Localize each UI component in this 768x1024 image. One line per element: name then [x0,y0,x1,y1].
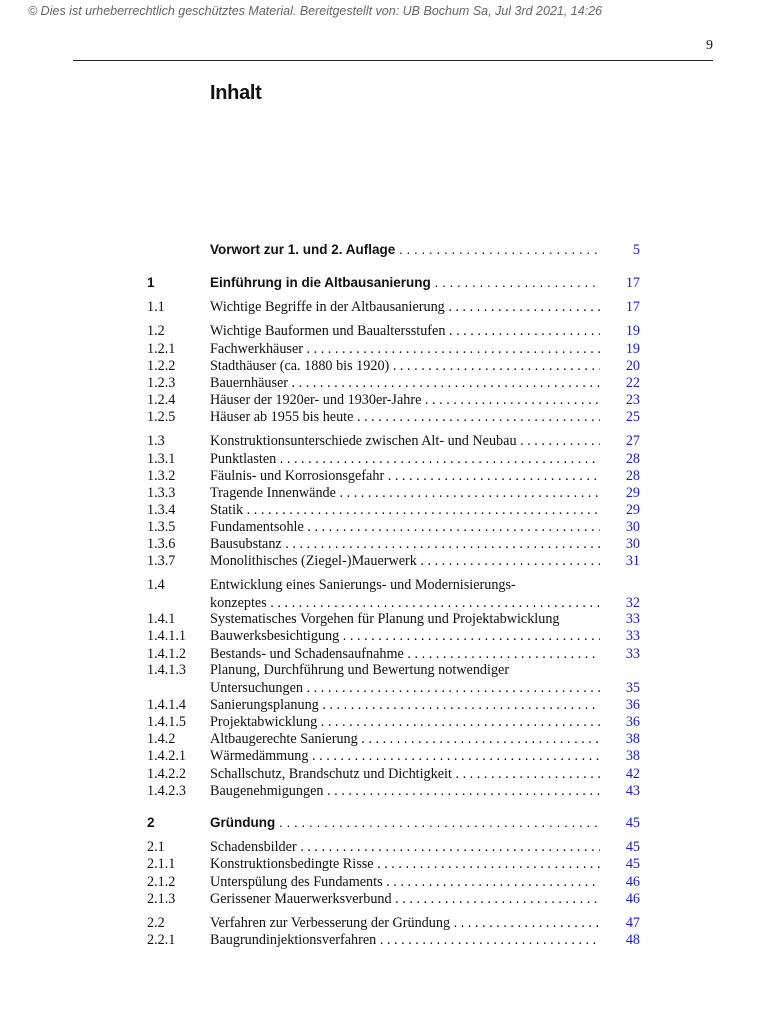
toc-entry-title: Häuser der 1920er- und 1930er-Jahre . . . [210,391,600,409]
toc-entry [0,450,768,468]
toc-entry-title: konzeptes . . . [210,594,600,612]
toc-entry-title: Schadensbilder . . . [210,838,600,856]
toc-entry-title: Projektabwicklung . . . [210,713,600,731]
toc-entry-page[interactable]: 45 [625,839,640,855]
toc-entry-number: 2.1.2 [147,874,176,890]
toc-entry-page[interactable]: 38 [625,731,640,747]
toc-entry-number: 1 [147,275,155,290]
toc-entry-title: Konstruktionsunterschiede zwischen Alt- und Neubau . . . [210,432,600,450]
toc-entry-page[interactable]: 33 [625,628,640,644]
toc-entry-number: 1.4.2.3 [147,783,187,799]
toc-entry-page[interactable]: 46 [625,874,640,890]
toc-chapter-entry [0,274,768,292]
toc-entry-title: Entwicklung eines Sanierungs- und Modernisierungs- [210,577,516,593]
toc-entry [0,661,768,679]
toc-entry-title: Bestands- und Schadensaufnahme . . . [210,645,600,663]
page-title: Inhalt [210,82,262,104]
toc-entry-number: 1.3.3 [147,485,176,501]
toc-entry [0,374,768,392]
toc-entry-number: 1.1 [147,299,165,315]
toc-entry-title: Wichtige Bauformen und Baualtersstufen . . . [210,322,600,340]
toc-entry-number: 2.2 [147,915,165,931]
toc-entry [0,713,768,731]
toc-entry-title: Sanierungsplanung . . . [210,696,600,714]
toc-entry-number: 1.4.1.3 [147,662,187,678]
toc-entry-page[interactable]: 36 [625,714,640,730]
toc-entry [0,855,768,873]
toc-entry-page[interactable]: 28 [625,468,640,484]
toc-entry-number: 1.2.1 [147,341,176,357]
toc-entry-title: Fachwerkhäuser . . . [210,340,600,358]
toc-entry [0,610,768,628]
copyright-watermark: © Dies ist urheberrechtlich geschütztes Material. Bereitgestellt von: UB Bochum Sa, Jul 3rd 2021, 14:26 [28,4,603,18]
toc-entry-number: 1.2 [147,323,165,339]
toc-entry [0,576,768,594]
toc-entry [0,408,768,426]
toc-entry [0,322,768,340]
toc-entry-page[interactable]: 35 [625,680,640,696]
toc-entry-page[interactable]: 22 [625,375,640,391]
toc-entry [0,931,768,949]
toc-entry-number: 1.4.1.4 [147,697,187,713]
toc-entry [0,873,768,891]
toc-entry [0,782,768,800]
toc-entry [0,340,768,358]
toc-entry-title: Systematisches Vorgehen für Planung und Projektabwicklung [210,611,560,627]
toc-entry-title: Monolithisches (Ziegel-)Mauerwerk . . . [210,552,600,570]
page-number: 9 [706,38,713,53]
toc-entry [0,391,768,409]
toc-entry [0,357,768,375]
toc-entry-number: 1.4.1.1 [147,628,187,644]
toc-entry-page[interactable]: 27 [625,433,640,449]
toc-entry [0,298,768,316]
toc-entry-title: Konstruktionsbedingte Risse . . . [210,855,600,873]
toc-entry-page[interactable]: 20 [625,358,640,374]
toc-entry-number: 1.4.1.5 [147,714,187,730]
toc-entry-number: 1.4.1 [147,611,176,627]
toc-entry [0,730,768,748]
toc-entry-title: Unterspülung des Fundaments . . . [210,873,600,891]
toc-entry-title: Untersuchungen . . . [210,679,600,697]
toc-entry-number: 2.1.1 [147,856,176,872]
toc-entry [0,679,768,697]
toc-entry-number: 2 [147,815,155,830]
toc-entry-number: 1.4 [147,577,165,593]
toc-entry-title: Gerissener Mauerwerksverbund . . . [210,890,600,908]
toc-entry-title: Fäulnis- und Korrosionsgefahr . . . [210,467,600,485]
toc-entry-title: Wärmedämmung . . . [210,747,600,765]
toc-entry [0,432,768,450]
toc-entry-page[interactable]: 17 [625,275,640,291]
toc-entry-title: Häuser ab 1955 bis heute . . . [210,408,600,426]
toc-entry-title: Baugrundinjektionsverfahren . . . [210,931,600,949]
toc-entry [0,696,768,714]
toc-entry-number: 1.2.3 [147,375,176,391]
toc-entry-title: Stadthäuser (ca. 1880 bis 1920) . . . [210,357,600,375]
toc-entry [0,501,768,519]
toc-entry-number: 1.4.2.1 [147,748,187,764]
toc-entry-title: Bauernhäuser . . . [210,374,600,392]
toc-entry-page[interactable]: 19 [625,323,640,339]
toc-entry-number: 1.3.5 [147,519,176,535]
toc-entry-number: 2.2.1 [147,932,176,948]
toc-entry [0,838,768,856]
toc-entry-number: 1.4.1.2 [147,646,187,662]
toc-entry-number: 2.1 [147,839,165,855]
toc-entry-page[interactable]: 33 [625,646,640,662]
toc-entry-page[interactable]: 33 [625,611,640,627]
toc-entry-page[interactable]: 25 [625,409,640,425]
toc-entry-title: Schallschutz, Brandschutz und Dichtigkeit . . . [210,765,600,783]
toc-entry-title: Verfahren zur Verbesserung der Gründung . . . [210,914,600,932]
toc-entry-page[interactable]: 30 [625,519,640,535]
toc-entry [0,467,768,485]
toc-chapter-entry [0,814,768,832]
toc-entry-title: Einführung in die Altbausanierung . . . [210,274,600,292]
toc-entry-title: Gründung . . . [210,814,600,832]
toc-entry-page[interactable]: 28 [625,451,640,467]
toc-entry-title: Tragende Innenwände . . . [210,484,600,502]
toc-entry-page[interactable]: 42 [625,766,640,782]
toc-entry-number: 1.2.4 [147,392,176,408]
toc-entry-title: Statik . . . [210,501,600,519]
toc-entry [0,765,768,783]
toc-entry [0,914,768,932]
toc-entry-page[interactable]: 29 [625,485,640,501]
toc-entry-number: 1.3.1 [147,451,176,467]
toc-entry-number: 1.2.2 [147,358,176,374]
toc-entry-title: Bausubstanz . . . [210,535,600,553]
toc-entry [0,535,768,553]
toc-entry-title: Planung, Durchführung und Bewertung notwendiger [210,662,510,678]
toc-entry-title: Wichtige Begriffe in der Altbausanierung . . . [210,298,600,316]
toc-entry-number: 1.3.7 [147,553,176,569]
toc-entry-number: 2.1.3 [147,891,176,907]
toc-entry [0,518,768,536]
toc-entry-page[interactable]: 45 [625,815,640,831]
toc-entry [0,484,768,502]
toc-entry-number: 1.3.2 [147,468,176,484]
toc-entry-page[interactable]: 38 [625,748,640,764]
toc-entry-page[interactable]: 19 [625,341,640,357]
toc-entry-page[interactable]: 5 [632,242,640,258]
toc-entry-page[interactable]: 17 [625,299,640,315]
toc-entry-page[interactable]: 45 [625,856,640,872]
toc-entry-page[interactable]: 30 [625,536,640,552]
toc-entry-page[interactable]: 36 [625,697,640,713]
toc-entry-page[interactable]: 23 [625,392,640,408]
toc-entry-number: 1.3.4 [147,502,176,518]
toc-entry-title: Altbaugerechte Sanierung . . . [210,730,600,748]
toc-chapter-entry [0,241,768,259]
toc-entry-number: 1.3.6 [147,536,176,552]
toc-entry-number: 1.3 [147,433,165,449]
toc-entry-title: Punktlasten . . . [210,450,600,468]
toc-entry-page[interactable]: 43 [625,783,640,799]
toc-entry-number: 1.2.5 [147,409,176,425]
toc-entry-page[interactable]: 29 [625,502,640,518]
toc-entry-title: Bauwerksbesichtigung . . . [210,627,600,645]
toc-entry-page[interactable]: 48 [625,932,640,948]
toc-entry-title: Baugenehmigungen . . . [210,782,600,800]
toc-entry [0,747,768,765]
toc-entry-page[interactable]: 46 [625,891,640,907]
toc-entry [0,627,768,645]
toc-entry-page[interactable]: 47 [625,915,640,931]
toc-entry [0,552,768,570]
toc-entry-page[interactable]: 31 [625,553,640,569]
toc-entry [0,890,768,908]
toc-entry-page[interactable]: 32 [625,595,640,611]
toc-entry-number: 1.4.2.2 [147,766,187,782]
toc-entry-title: Vorwort zur 1. und 2. Auflage . . . [210,241,600,259]
toc-entry-number: 1.4.2 [147,731,176,747]
toc-entry-title: Fundamentsohle . . . [210,518,600,536]
